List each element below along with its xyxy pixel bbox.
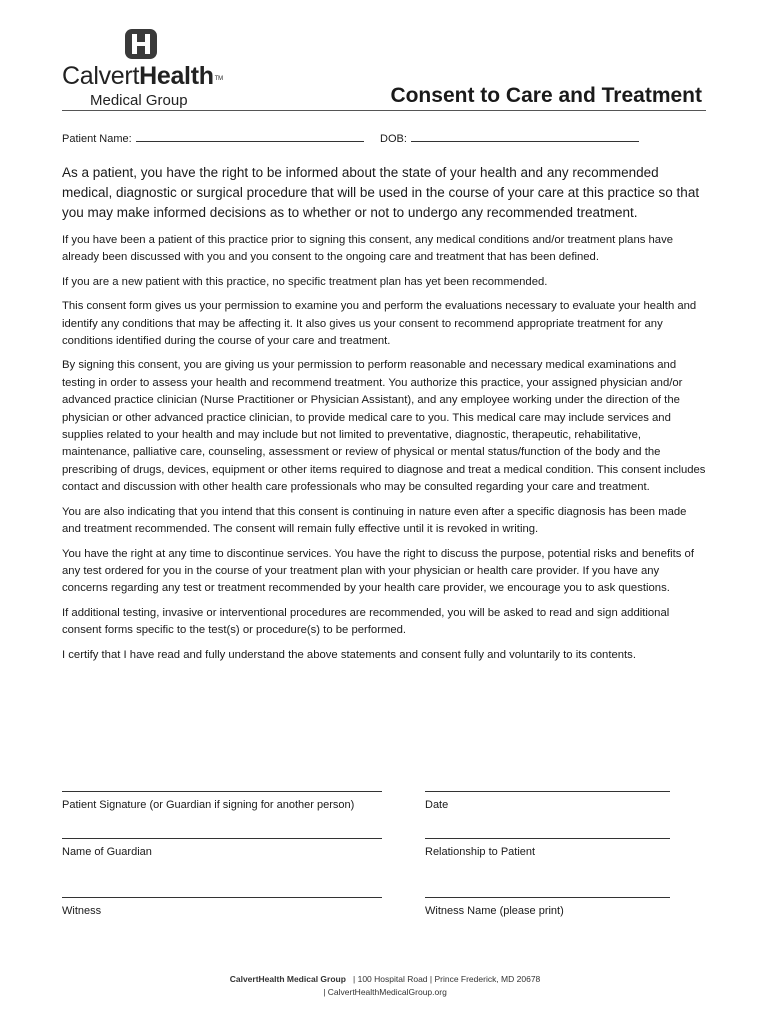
witness-name-label: Witness Name (please print) bbox=[425, 905, 564, 917]
footer-website: | CalvertHealthMedicalGroup.org bbox=[323, 987, 447, 997]
paragraph-additional-testing: If additional testing, invasive or interventional procedures are recommended, you will be asked to read and sign additional consent forms specific to the test(s) or procedure(s) to be performed. bbox=[62, 606, 670, 637]
relationship-block bbox=[425, 838, 670, 858]
paragraph-permission: This consent form gives us your permission to examine you and perform the evaluations necessary to evaluate your health and identify any conditions that may be affecting it. It also gives us your consent to recommend appropriate treatment for any conditions identified during the course of your care and treatment. bbox=[62, 300, 697, 348]
guardian-name-block bbox=[62, 838, 382, 858]
patient-signature-line[interactable] bbox=[62, 791, 382, 792]
intro-paragraph: As a patient, you have the right to be informed about the state of your health and any recommended medical, diagnostic or surgical procedure that will be used in the course of your care at this practice so that you may make informed decisions as to whether or not to undergo any recommended treatment. bbox=[62, 165, 700, 220]
patient-signature-block bbox=[62, 791, 382, 811]
paragraph-continuing: You are also indicating that you intend that this consent is continuing in nature even after a specific diagnosis has been made and treatment recommended. The consent will remain fully effective until it is revoked in writing. bbox=[62, 505, 687, 536]
date-line[interactable] bbox=[425, 791, 670, 792]
page-footer bbox=[0, 973, 770, 999]
guardian-name-label: Name of Guardian bbox=[62, 846, 152, 858]
patient-signature-label: Patient Signature (or Guardian if signing for another person) bbox=[62, 799, 355, 811]
patient-name-field[interactable] bbox=[62, 131, 364, 145]
calverthealth-logo bbox=[62, 28, 237, 114]
paragraph-rights: You have the right at any time to discontinue services. You have the right to discuss the purpose, potential risks and benefits of any test ordered for you in the course of your treatment plan with your physician or health care provider. If you have any concerns regarding any test or treatment recommended by your health care provider, we encourage you to ask questions. bbox=[62, 547, 694, 595]
witness-signature-line[interactable] bbox=[62, 897, 382, 898]
calverthealth-h-icon bbox=[124, 28, 158, 60]
footer-address: | 100 Hospital Road | Prince Frederick, MD 20678 bbox=[353, 974, 541, 984]
footer-address-line bbox=[0, 973, 770, 986]
dob-blank[interactable] bbox=[411, 131, 639, 142]
witness-block bbox=[62, 897, 382, 917]
paragraph-prior-patient: If you have been a patient of this practice prior to signing this consent, any medical conditions and/or treatment plans have already been discussed with you and you consent to the ongoing care and treatment that has been defined. bbox=[62, 234, 674, 264]
relationship-label: Relationship to Patient bbox=[425, 846, 536, 858]
paragraph-new-patient: If you are a new patient with this practice, no specific treatment plan has yet been recommended. bbox=[62, 275, 548, 288]
dob-field[interactable] bbox=[380, 131, 639, 145]
relationship-line[interactable] bbox=[425, 838, 670, 839]
header-divider bbox=[62, 110, 706, 111]
dob-label: DOB: bbox=[380, 133, 407, 145]
patient-name-blank[interactable] bbox=[136, 131, 364, 142]
witness-name-block bbox=[425, 897, 670, 917]
paragraph-certification: I certify that I have read and fully understand the above statements and consent fully and voluntarily to its contents. bbox=[62, 648, 636, 661]
patient-name-label: Patient Name: bbox=[62, 133, 132, 145]
consent-body bbox=[62, 163, 708, 671]
logo-wordmark: CalvertHealthTM bbox=[62, 62, 223, 90]
date-label: Date bbox=[425, 799, 449, 811]
witness-name-line[interactable] bbox=[425, 897, 670, 898]
date-block bbox=[425, 791, 670, 811]
paragraph-authorization: By signing this consent, you are giving us your permission to perform reasonable and necessary medical examinations and testing in order to assess your health and recommend treatment. You authorize this practice, your assigned physician and/or advanced practice clinician (Nurse Practitioner or Physician Assistant), and any employee working under the direction of the physician or other advanced practice clinician, to provide medical care to you. This medical care may include services and supplies related to your health and may include but not limited to preventative, diagnostic, therapeutic, rehabilitative, maintenance, palliative care, counseling, assessment or review of physical or mental status/function of the body and the prescribing of drugs, devices, equipment or other items required to diagnose and treat a medical condition. This consent includes contact and discussion with other health care professionals who may be consulted regarding your care and treatment. bbox=[62, 359, 706, 494]
logo-subtitle: Medical Group bbox=[90, 92, 188, 109]
footer-org-name: CalvertHealth Medical Group bbox=[229, 974, 346, 984]
document-title: Consent to Care and Treatment bbox=[390, 84, 702, 107]
guardian-name-line[interactable] bbox=[62, 838, 382, 839]
witness-label: Witness bbox=[62, 905, 102, 917]
